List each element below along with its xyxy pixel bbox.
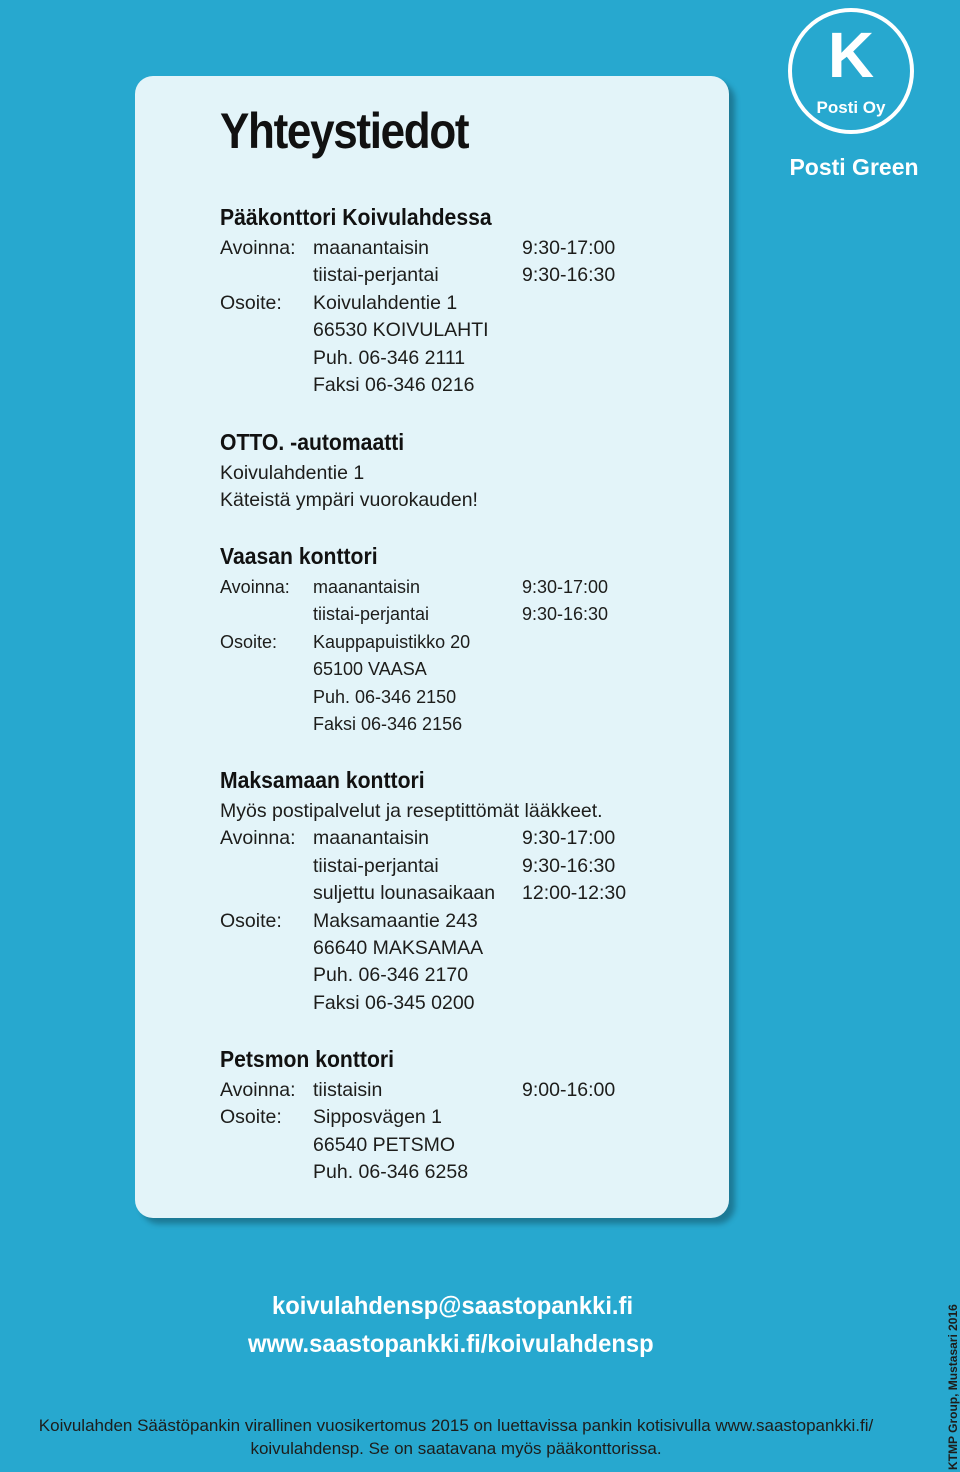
hours-row xyxy=(220,853,720,880)
section-maksamaa xyxy=(220,762,720,1017)
posti-logo xyxy=(788,8,914,134)
fax-row xyxy=(220,372,720,399)
postal: 66540 PETSMO xyxy=(313,1133,455,1156)
section-heading: Maksamaan konttori xyxy=(220,767,425,793)
address-row xyxy=(220,656,720,683)
footer-line: Koivulahden Säästöpankin virallinen vuosikertomus 2015 on luettavissa pankin kotisivulla www.saastopankki.fi/ xyxy=(38,1416,874,1435)
time: 9:30-16:30 xyxy=(522,264,616,287)
street: Kauppapuistikko 20 xyxy=(313,631,471,652)
hours-row xyxy=(220,880,720,907)
section-petsmo xyxy=(220,1041,720,1187)
address-row xyxy=(220,908,720,935)
address-row xyxy=(220,629,720,656)
section-vaasa xyxy=(220,538,720,738)
fax: Faksi 06-346 2156 xyxy=(313,713,463,734)
time: 12:00-12:30 xyxy=(522,882,627,905)
street: Koivulahdentie 1 xyxy=(313,291,458,314)
postal: 65100 VAASA xyxy=(313,659,427,680)
day: tiistaisin xyxy=(313,1079,383,1101)
label: Avoinna: xyxy=(220,1079,296,1101)
time: 9:30-17:00 xyxy=(522,827,616,850)
hours-row xyxy=(220,1077,720,1104)
day: suljettu lounasaikaan xyxy=(313,882,496,905)
phone-row xyxy=(220,962,720,989)
address-row xyxy=(220,1132,720,1159)
time: 9:30-16:30 xyxy=(522,854,616,877)
label: Osoite: xyxy=(220,909,282,932)
time: 9:30-17:00 xyxy=(522,577,609,597)
day: maanantaisin xyxy=(313,237,429,259)
website-link[interactable]: www.saastopankki.fi/koivulahdensp xyxy=(248,1330,654,1358)
logo-company: Posti Oy xyxy=(816,98,886,117)
postal: 66530 KOIVULAHTI xyxy=(313,319,489,342)
label: Osoite: xyxy=(220,631,278,652)
phone-row xyxy=(220,345,720,372)
fax-row xyxy=(220,711,720,738)
label: Avoinna: xyxy=(220,827,296,850)
postal: 66640 MAKSAMAA xyxy=(313,936,484,959)
credit-text: KTMP Group, Mustasari 2016 xyxy=(946,1304,960,1470)
section-head-office xyxy=(220,199,720,399)
note: Käteistä ympäri vuorokauden! xyxy=(220,489,478,512)
street: Koivulahdentie 1 xyxy=(220,462,365,484)
phone: Puh. 06-346 2170 xyxy=(313,964,469,987)
hours-row xyxy=(220,262,720,289)
phone-row xyxy=(220,684,720,711)
day: tiistai-perjantai xyxy=(313,854,439,877)
page-title: Yhteystiedot xyxy=(220,103,469,159)
street: Sipposvägen 1 xyxy=(313,1106,443,1129)
time: 9:00-16:00 xyxy=(522,1079,616,1101)
day: tiistai-perjantai xyxy=(313,604,430,625)
logo-letter: K xyxy=(827,19,875,91)
phone: Puh. 06-346 6258 xyxy=(313,1161,469,1184)
address-row xyxy=(220,317,720,344)
label: Osoite: xyxy=(220,1106,282,1129)
section-heading: Pääkonttori Koivulahdessa xyxy=(220,204,492,230)
hours-row xyxy=(220,825,720,852)
time: 9:30-16:30 xyxy=(522,604,609,625)
label: Avoinna: xyxy=(220,577,290,597)
hours-row xyxy=(220,574,720,601)
note: Myös postipalvelut ja reseptittömät lääkkeet. xyxy=(220,800,603,822)
phone-row xyxy=(220,1159,720,1186)
email-link[interactable]: koivulahdensp@saastopankki.fi xyxy=(272,1292,634,1320)
phone: Puh. 06-346 2150 xyxy=(313,686,457,707)
section-heading: Petsmon konttori xyxy=(220,1046,394,1072)
address-row xyxy=(220,290,720,317)
footer-note xyxy=(6,1414,906,1460)
label: Avoinna: xyxy=(220,237,296,259)
address-row xyxy=(220,1104,720,1131)
section-heading: OTTO. -automaatti xyxy=(220,429,405,455)
label: Osoite: xyxy=(220,291,282,314)
day: maanantaisin xyxy=(313,827,429,850)
footer-line: koivulahdensp. Se on saatavana myös pääkonttorissa. xyxy=(250,1439,662,1458)
time: 9:30-17:00 xyxy=(522,237,616,259)
day: tiistai-perjantai xyxy=(313,264,439,287)
hours-row xyxy=(220,235,720,262)
phone: Puh. 06-346 2111 xyxy=(313,346,466,369)
hours-row xyxy=(220,601,720,628)
section-heading: Vaasan konttori xyxy=(220,543,378,569)
address-row xyxy=(220,935,720,962)
day: maanantaisin xyxy=(313,577,421,597)
street: Maksamaantie 243 xyxy=(313,909,478,932)
fax-row xyxy=(220,990,720,1017)
fax: Faksi 06-346 0216 xyxy=(313,373,475,396)
fax: Faksi 06-345 0200 xyxy=(313,991,475,1014)
section-otto xyxy=(220,424,720,515)
posti-green-label: Posti Green xyxy=(789,154,919,180)
